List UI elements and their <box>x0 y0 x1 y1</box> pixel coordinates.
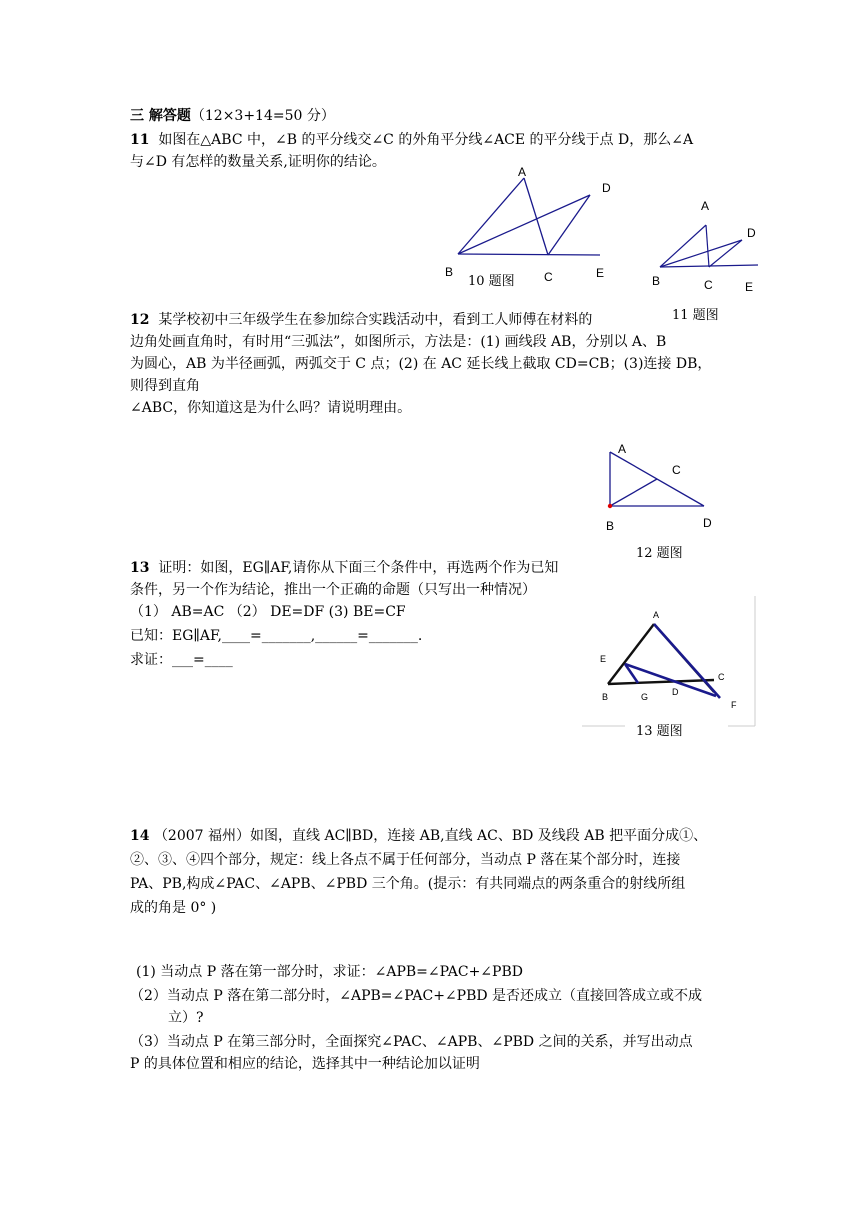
fig11-label-d: D <box>747 226 756 240</box>
q14-line-3: PA、PB,构成∠PAC、∠APB、∠PBD 三个角。(提示：有共同端点的两条重合的射线所组 <box>130 876 686 892</box>
q12-line-5: ∠ABC，你知道这是为什么吗？请说明理由。 <box>130 400 412 416</box>
fig11-label-c: C <box>704 278 713 292</box>
fig13-label-a: A <box>653 610 660 620</box>
q14-line-2: ②、③、④四个部分，规定：线上各点不属于任何部分，当动点 P 落在某个部分时，连接 <box>130 852 681 868</box>
q14-sub-2: （2）当动点 P 落在第二部分时，∠APB=∠PAC+∠PBD 是否还成立（直接回答成立或不成 <box>130 988 703 1004</box>
fig13-label-e: E <box>600 654 607 664</box>
fig12-label-b: B <box>606 519 615 533</box>
fig13-label-b: B <box>602 692 609 702</box>
q12-line-3: 为圆心，AB 为半径画弧，两弧交于 C 点；(2) 在 AC 延长线上截取 CD=CB；(3)连接 DB， <box>130 356 712 372</box>
fig10-label-e: E <box>596 266 605 280</box>
q14-sub-3-cont: P 的具体位置和相应的结论，选择其中一种结论加以证明 <box>130 1056 480 1072</box>
fig10-caption: 10 题图 <box>468 274 515 289</box>
section-header <box>130 106 335 126</box>
q14-line-1: 14 （2007 福州）如图，直线 AC∥BD，连接 AB,直线 AC、BD 及线段 AB 把平面分成①、 <box>130 828 708 844</box>
fig13-label-f: F <box>731 700 737 710</box>
q11-line-2: 与∠D 有怎样的数量关系,证明你的结论。 <box>130 154 386 170</box>
fig10-label-a: A <box>518 165 527 179</box>
q14-sub-1: (1) 当动点 P 落在第一部分时，求证：∠APB=∠PAC+∠PBD <box>136 964 523 980</box>
q13-conditions: （1） AB=AC （2） DE=DF (3) BE=CF <box>130 604 406 620</box>
fig10-label-b: B <box>445 265 454 279</box>
q14-number: 14 <box>130 828 150 844</box>
q14-sub-2-cont: 立）? <box>168 1010 204 1026</box>
fig12-caption: 12 题图 <box>636 546 683 561</box>
fig11-label-e: E <box>745 280 754 294</box>
fig11-caption: 11 题图 <box>672 308 719 323</box>
q13-line-1: 13 证明：如图，EG∥AF,请你从下面三个条件中，再选两个作为已知 <box>130 560 559 576</box>
figure-10 <box>440 160 620 290</box>
q11-number: 11 <box>130 132 150 148</box>
figure-12 <box>600 440 720 535</box>
fig13-label-d: D <box>672 687 679 697</box>
q12-number: 12 <box>130 312 150 328</box>
fig12-label-c: C <box>672 463 681 477</box>
fig10-label-d: D <box>602 181 611 195</box>
section-title: 三 解答题 <box>130 108 191 124</box>
fig11-label-b: B <box>652 274 661 288</box>
figure-11 <box>650 195 760 295</box>
figure-13 <box>580 596 760 736</box>
q13-line-2: 条件，另一个作为结论，推出一个正确的命题（只写出一种情况） <box>130 582 536 598</box>
q14-sub-3: （3）当动点 P 在第三部分时，全面探究∠PAC、∠APB、∠PBD 之间的关系，并写出动点 <box>130 1034 693 1050</box>
fig13-caption: 13 题图 <box>636 724 683 739</box>
q12-line-2: 边角处画直角时，有时用“三弧法”，如图所示，方法是：(1) 画线段 AB，分别以 A、B <box>130 334 667 350</box>
q13-given: 已知：EG∥AF,____=_______,______=_______. <box>130 628 423 644</box>
q12-line-1: 12 某学校初中三年级学生在参加综合实践活动中，看到工人师傅在材料的 <box>130 312 593 328</box>
q12-line-4: 则得到直角 <box>130 378 200 394</box>
section-score: （12×3+14=50 分） <box>190 108 335 124</box>
fig12-label-d: D <box>703 516 712 530</box>
fig12-label-a: A <box>618 442 627 456</box>
q14-line-4: 成的角是 0° ) <box>130 900 217 916</box>
q13-number: 13 <box>130 560 150 576</box>
fig10-label-c: C <box>544 270 553 284</box>
fig13-label-c: C <box>718 672 725 682</box>
q11-line-1: 11 如图在△ABC 中，∠B 的平分线交∠C 的外角平分线∠ACE 的平分线于点 D，那么∠A <box>130 132 694 148</box>
fig13-label-g: G <box>641 692 649 702</box>
q13-prove: 求证：___=____ <box>130 652 233 668</box>
fig11-label-a: A <box>701 199 710 213</box>
